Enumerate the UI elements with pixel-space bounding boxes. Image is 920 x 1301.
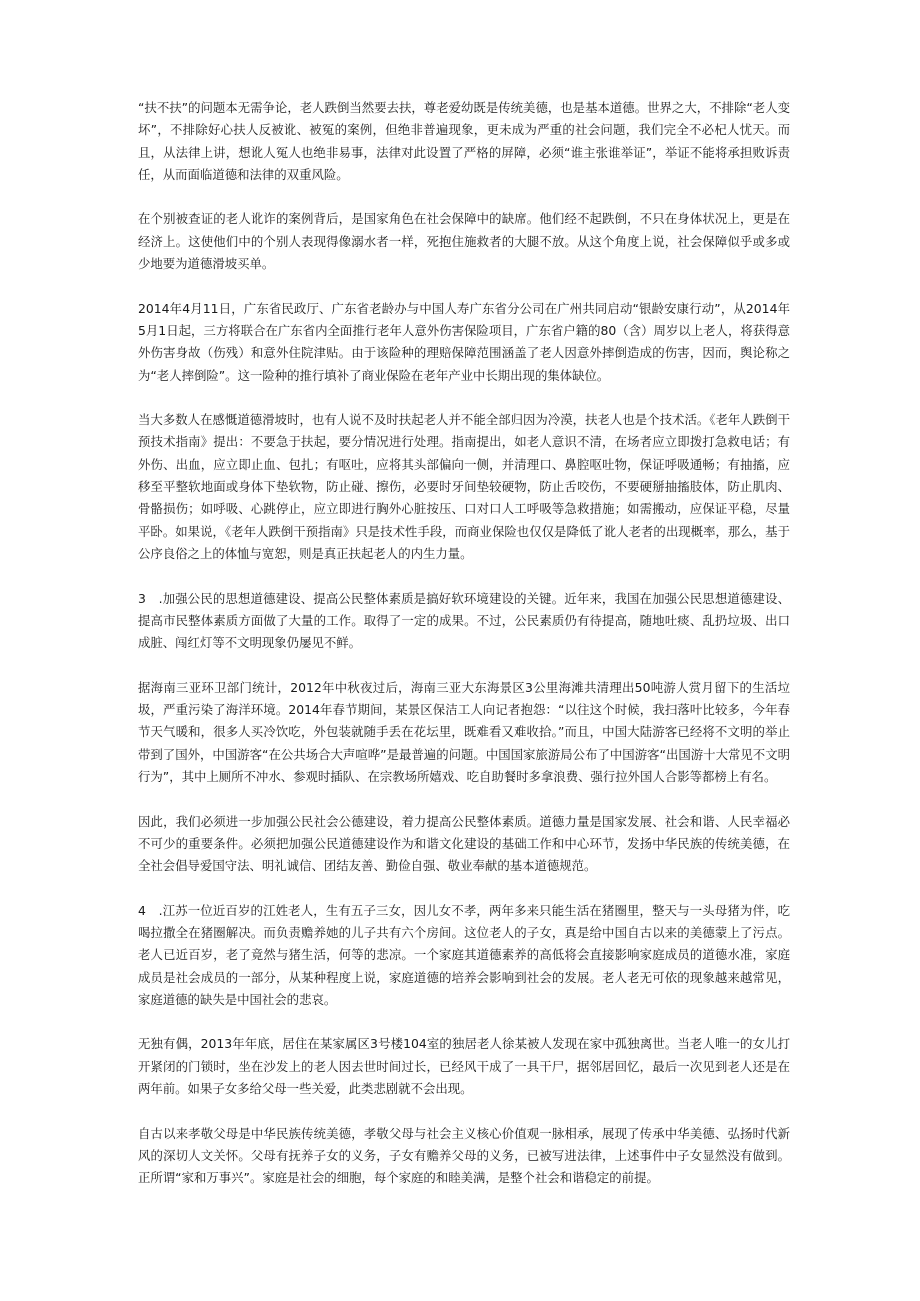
paragraph-4: 当大多数人在感慨道德滑坡时，也有人说不及时扶起老人并不能全部归因为冷漠，扶老人也是个技术活。《老年人跌倒干预技术指南》提出：不要急于扶起，要分情况进行处理。指南提出，如老人意识不清，在场者应立即拨打急救电话；有外伤、出血，应立即止血、包扎；有呕吐，应将其头部偏向一侧，并清理口、鼻腔呕吐物，保证呼吸通畅；有抽搐，应移至平整软地面或身体下垫软物，防止碰、擦伤，必要时牙间垫较硬物，防止舌咬伤，不要硬掰抽搐肢体，防止肌肉、骨骼损伤；如呼吸、心跳停止，应立即进行胸外心脏按压、口对口人工呼吸等急救措施；如需搬动，应保证平稳，尽量平卧。如果说，《老年人跌倒干预指南》只是技术性手段，而商业保险也仅仅是降低了讹人老者的出现概率，那么，基于公序良俗之上的体恤与宽恕，则是真正扶起老人的内生力量。 <box>138 412 790 561</box>
paragraph-2: 在个别被查证的老人讹诈的案例背后，是国家角色在社会保障中的缺席。他们经不起跌倒，不只在身体状况上，更是在经济上。这使他们中的个别人表现得像溺水者一样，死抱住施救者的大腿不放。从这个角度上说，社会保障似乎或多或少地要为道德滑坡买单。 <box>138 211 790 272</box>
paragraph-6: 据海南三亚环卫部门统计，2012年中秋夜过后，海南三亚大东海景区3公里海滩共清理出50吨游人赏月留下的生活垃圾，严重污染了海洋环境。2014年春节期间，某景区保洁工人向记者抱怨：“以往这个时候，我扫落叶比较多，今年春节天气暖和，很多人买冷饮吃，外包装就随手丢在花坛里，既难看又难收拾。”而且，中国大陆游客已经将不文明的举止带到了国外，中国游客“在公共场合大声喧哗”是最普遍的问题。中国国家旅游局公布了中国游客“出国游十大常见不文明行为”，其中上厕所不冲水、参观时插队、在宗教场所嬉戏、吃自助餐时多拿浪费、强行拉外国人合影等都榜上有名。 <box>138 679 790 784</box>
paragraph-3: 2014年4月11日，广东省民政厅、广东省老龄办与中国人寿广东省分公司在广州共同启动“银龄安康行动”，从2014年5月1日起，三方将联合在广东省内全面推行老年人意外伤害保险项目，广东省户籍的80（含）周岁以上老人，将获得意外伤害身故（伤残）和意外住院津贴。由于该险种的理赔保障范围涵盖了老人因意外摔倒造成的伤害，因而，舆论称之为“老人摔倒险”。这一险种的推行填补了商业保险在老年产业中长期出现的集体缺位。 <box>138 300 790 383</box>
paragraph-1: “扶不扶”的问题本无需争论，老人跌倒当然要去扶，尊老爱幼既是传统美德，也是基本道德。世界之大，不排除“老人变坏”，不排除好心扶人反被讹、被冤的案例，但绝非普遍现象，更未成为严重的社会问题，我们完全不必杞人忧天。而且，从法律上讲，想讹人冤人也绝非易事，法律对此设置了严格的屏障，必须“谁主张谁举证”，举证不能将承担败诉责任，从而面临道德和法律的双重风险。 <box>138 100 790 182</box>
paragraph-5: 3 .加强公民的思想道德建设、提高公民整体素质是搞好软环境建设的关键。近年来，我国在加强公民思想道德建设、提高市民整体素质方面做了大量的工作。取得了一定的成果。不过，公民素质仍有待提高，随地吐痰、乱扔垃圾、出口成脏、闯红灯等不文明现象仍屡见不鲜。 <box>138 590 790 651</box>
paragraph-10: 自古以来孝敬父母是中华民族传统美德，孝敬父母与社会主义核心价值观一脉相承，展现了传承中华美德、弘扬时代新风的深切人文关怀。父母有抚养子女的义务，子女有赡养父母的义务，已被写进法律，上述事件中子女显然没有做到。正所谓“家和万事兴”。家庭是社会的细胞，每个家庭的和睦美满，是整个社会和谐稳定的前提。 <box>138 1125 790 1186</box>
paragraph-8: 4 .江苏一位近百岁的江姓老人，生有五子三女，因儿女不孝，两年多来只能生活在猪圈里，整天与一头母猪为伴，吃喝拉撒全在猪圈解决。而负责赡养她的儿子共有六个房间。这位老人的子女，真是给中国自古以来的美德蒙上了污点。老人已近百岁，老了竟然与猪生活，何等的悲凉。一个家庭其道德素养的高低将会直接影响家庭成员的道德水准，家庭成员是社会成员的一部分，从某种程度上说，家庭道德的培养会影响到社会的发展。老人老无可依的现象越来越常见，家庭道德的缺失是中国社会的悲哀。 <box>138 902 790 1007</box>
document-body <box>138 97 790 1212</box>
paragraph-9: 无独有偶，2013年年底，居住在某家属区3号楼104室的独居老人徐某被人发现在家中孤独离世。当老人唯一的女儿打开紧闭的门锁时，坐在沙发上的老人因去世时间过长，已经风干成了一具干尸，据邻居回忆，最后一次见到老人还是在两年前。如果子女多给父母一些关爱，此类悲剧就不会出现。 <box>138 1036 790 1097</box>
paragraph-7: 因此，我们必须进一步加强公民社会公德建设，着力提高公民整体素质。道德力量是国家发展、社会和谐、人民幸福必不可少的重要条件。必须把加强公民道德建设作为和谐文化建设的基础工作和中心环节，发扬中华民族的传统美德，在全社会倡导爱国守法、明礼诚信、团结友善、勤俭自强、敬业奉献的基本道德规范。 <box>138 813 790 874</box>
